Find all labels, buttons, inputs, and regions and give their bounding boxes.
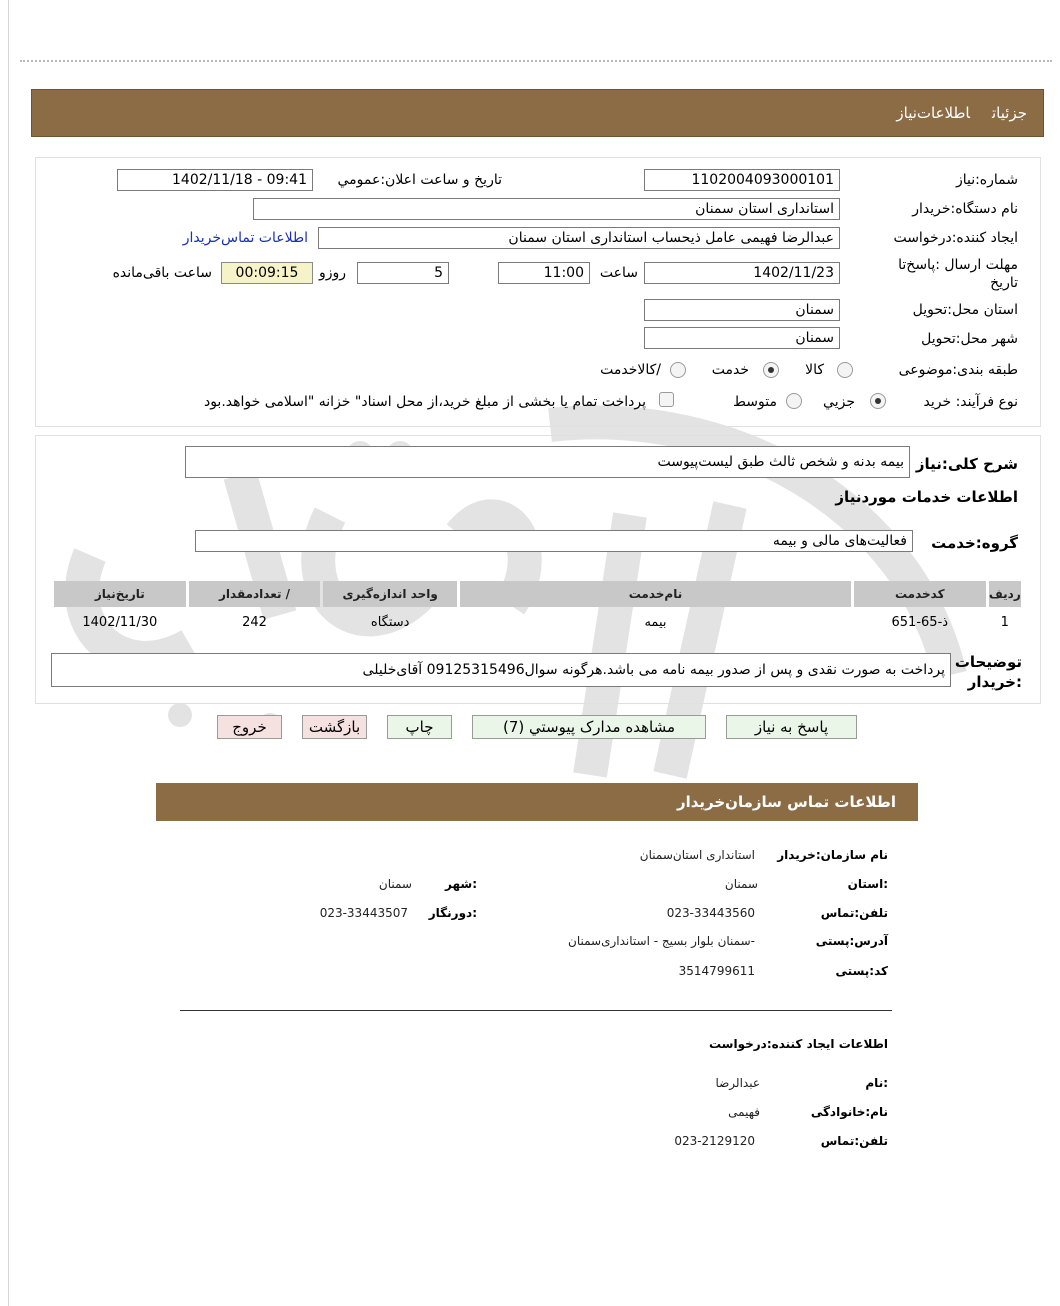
category-service-label: خدمت bbox=[711, 362, 749, 378]
contact-city-value: سمنان bbox=[378, 877, 412, 891]
exit-button[interactable]: خروج bbox=[217, 715, 282, 739]
contact-phone-value: 023-33443560 bbox=[666, 906, 755, 920]
services-table bbox=[51, 578, 1024, 637]
remaining-days-field: 5 bbox=[357, 262, 449, 284]
process-type-label: نوع فرآیند: خرید bbox=[923, 394, 1018, 410]
breadcrumb bbox=[874, 104, 1027, 122]
creator-phone-value: 023-2129120 bbox=[674, 1134, 755, 1148]
process-minor-radio[interactable] bbox=[870, 393, 886, 409]
creator-name-value: عبدالرضا bbox=[715, 1076, 760, 1090]
process-minor-label: جزیي bbox=[823, 394, 855, 410]
back-button[interactable]: بازگشت bbox=[302, 715, 367, 739]
table-row bbox=[54, 610, 1021, 634]
postal-code-value: 3514799611 bbox=[678, 964, 755, 978]
delivery-city-field: سمنان bbox=[644, 327, 840, 349]
service-group-field: فعالیت‌های مالی و بیمه bbox=[195, 530, 913, 552]
top-dotted-divider bbox=[20, 60, 1052, 62]
reply-to-need-button[interactable]: پاسخ به نیاز bbox=[726, 715, 857, 739]
process-medium-radio[interactable] bbox=[786, 393, 802, 409]
cell-row: 1 bbox=[1000, 614, 1009, 630]
service-group-label: گروه:خدمت bbox=[931, 534, 1018, 552]
buyer-contact-link[interactable]: اطلاعات تماس‌خریدار bbox=[182, 230, 308, 246]
treasury-payment-checkbox[interactable] bbox=[659, 392, 674, 407]
category-goods-service-radio[interactable] bbox=[670, 362, 686, 378]
postal-code-label: کد:پستی bbox=[835, 964, 888, 978]
fax-value: 023-33443507 bbox=[319, 906, 408, 920]
postal-address-value: -سمنان بلوار بسیج - استانداری‌سمنان bbox=[568, 934, 755, 948]
general-description-field: بیمه بدنه و شخص ثالث طبق لیست‌پیوست bbox=[185, 446, 910, 478]
table-header-row bbox=[54, 581, 1021, 607]
col-quantity-header: / تعدادمقدار bbox=[189, 581, 321, 607]
delivery-city-label: شهر محل:تحویل bbox=[921, 331, 1018, 347]
contact-divider bbox=[180, 1010, 892, 1011]
treasury-payment-note: پرداخت تمام یا بخشی از مبلغ خرید،از محل اسناد" خزانه "اسلامی خواهد.بود bbox=[203, 394, 646, 410]
creator-phone-label: تلفن:تماس bbox=[820, 1134, 888, 1148]
breadcrumb-need-info[interactable]: اطلاعات‌نیاز bbox=[896, 104, 970, 122]
deadline-time-label: ساعت bbox=[599, 265, 638, 281]
days-label: روزو bbox=[318, 265, 346, 281]
creator-name-label: :نام bbox=[865, 1076, 888, 1090]
cell-name: بیمه bbox=[644, 614, 667, 630]
page-left-border bbox=[8, 0, 9, 1306]
creator-family-value: فهیمی bbox=[728, 1105, 760, 1119]
buyer-contact-header bbox=[156, 783, 918, 821]
reply-deadline-label: مهلت ارسال :پاسخ‌تا تاریخ bbox=[898, 257, 1018, 291]
contact-province-label: :استان bbox=[847, 877, 888, 891]
category-label: طبقه بندی:موضوعی bbox=[898, 362, 1018, 378]
services-section-title: اطلاعات خدمات موردنیاز bbox=[835, 488, 1018, 506]
page-header-bar bbox=[31, 89, 1044, 137]
announce-datetime-field: 1402/11/18 - 09:41 bbox=[117, 169, 313, 191]
org-name-label: نام سازمان:خریدار bbox=[777, 848, 888, 862]
general-description-label: شرح کلی:نیاز bbox=[915, 455, 1018, 473]
category-service-radio[interactable] bbox=[763, 362, 779, 378]
breadcrumb-details[interactable]: جزئیات bbox=[992, 104, 1027, 122]
creator-section-title: اطلاعات ایجاد کننده:درخواست bbox=[708, 1037, 888, 1051]
delivery-province-field: سمنان bbox=[644, 299, 840, 321]
remaining-hours-label: ساعت باقی‌مانده bbox=[112, 265, 212, 281]
need-number-label: شماره:نیاز bbox=[955, 172, 1018, 188]
col-unit-header: واحد اندازه‌گیری bbox=[323, 581, 457, 607]
request-creator-label: ایجاد کننده:درخواست bbox=[893, 230, 1018, 246]
cell-unit: دستگاه bbox=[370, 614, 410, 630]
org-name-value: استانداری استان‌سمنان bbox=[639, 848, 755, 862]
contact-city-label: :شهر bbox=[445, 877, 477, 891]
reply-deadline-date: 1402/11/23 bbox=[644, 262, 840, 284]
contact-phone-label: تلفن:تماس bbox=[820, 906, 888, 920]
reply-deadline-time: 11:00 bbox=[498, 262, 590, 284]
buyer-notes-label: توضیحات :خریدار bbox=[954, 653, 1022, 691]
creator-family-label: نام:خانوادگی bbox=[810, 1105, 888, 1119]
col-date-header: تاریخ‌نیاز bbox=[54, 581, 186, 607]
cell-code: ذ-65-651 bbox=[891, 614, 949, 630]
request-creator-field: عبدالرضا فهیمی عامل ذیحساب استانداری استان سمنان bbox=[318, 227, 840, 249]
buyer-notes-field: پرداخت به صورت نقدی و پس از صدور بیمه نامه می باشد.هرگونه سوال09125315496 آقای‌خلیلی bbox=[51, 653, 951, 687]
need-number-field: 1102004093000101 bbox=[644, 169, 840, 191]
process-medium-label: متوسط bbox=[733, 394, 777, 410]
category-goods-label: کالا bbox=[805, 362, 824, 378]
col-code-header: کدخدمت bbox=[854, 581, 986, 607]
category-goods-service-label: /کالاخدمت bbox=[600, 362, 661, 378]
buyer-contact-title: اطلاعات تماس سازمان‌خریدار bbox=[676, 793, 896, 811]
contact-province-value: سمنان bbox=[724, 877, 758, 891]
cell-date: 1402/11/30 bbox=[82, 614, 158, 630]
delivery-province-label: استان محل:تحویل bbox=[912, 302, 1018, 318]
col-row-header: ردیف bbox=[989, 581, 1021, 607]
fax-label: :دورنگار bbox=[428, 906, 477, 920]
buyer-org-label: نام دستگاه:خریدار bbox=[912, 201, 1018, 217]
remaining-time-field: 00:09:15 bbox=[221, 262, 313, 284]
print-button[interactable]: چاپ bbox=[387, 715, 452, 739]
buyer-org-field: استانداری استان سمنان bbox=[253, 198, 840, 220]
view-attachments-button[interactable]: مشاهده مدارک پیوستي (7) bbox=[472, 715, 706, 739]
cell-quantity: 242 bbox=[242, 614, 267, 630]
postal-address-label: آدرس:پستی bbox=[815, 934, 888, 948]
col-name-header: نام‌خدمت bbox=[460, 581, 851, 607]
announce-datetime-label: تاریخ و ساعت اعلان:عمومي bbox=[337, 172, 502, 188]
category-goods-radio[interactable] bbox=[837, 362, 853, 378]
